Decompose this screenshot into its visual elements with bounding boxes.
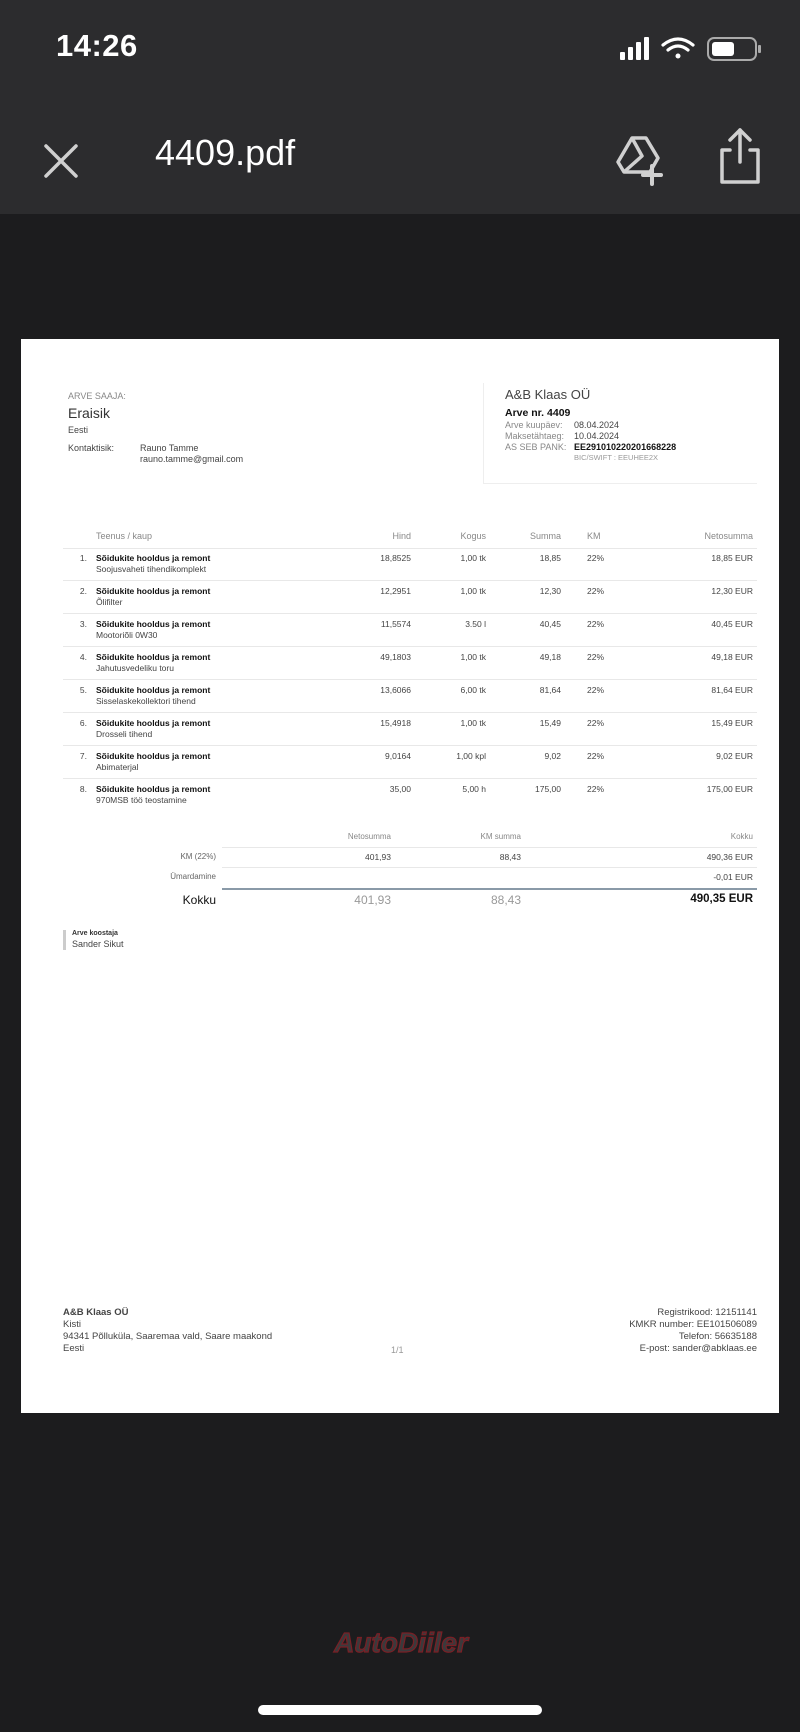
item-number: 6. (79, 718, 87, 728)
col-header-net: Netosumma (704, 531, 753, 541)
item-sum: 49,18 (539, 652, 561, 662)
footer-phone: Telefon: 56635188 (678, 1331, 757, 1342)
document-title: 4409.pdf (155, 132, 296, 173)
item-net: 81,64 EUR (711, 685, 753, 695)
item-price: 15,4918 (380, 718, 411, 728)
footer-vat-number: KMKR number: EE101506089 (629, 1319, 757, 1330)
col-header-qty: Kogus (460, 531, 486, 541)
item-price: 18,8525 (380, 553, 411, 563)
vat-row-total: 490,36 EUR (706, 852, 753, 862)
home-indicator[interactable] (258, 1705, 542, 1715)
grand-total-vat: 88,43 (490, 893, 521, 907)
author-marker (63, 930, 66, 950)
recipient-name: Eraisik (68, 405, 111, 421)
item-number: 4. (79, 652, 87, 662)
item-quantity: 1,00 kpl (456, 751, 486, 761)
item-quantity: 5,00 h (462, 784, 486, 794)
item-vat: 22% (587, 685, 605, 695)
col-header-price: Hind (392, 531, 411, 541)
item-title: Sõidukite hooldus ja remont (96, 751, 211, 761)
divider (63, 613, 757, 614)
autodiiler-logo (320, 1625, 482, 1661)
item-price: 35,00 (389, 784, 411, 794)
rounding-value: -0,01 EUR (713, 872, 753, 882)
item-price: 9,0164 (385, 751, 411, 761)
item-description: Drosseli tihend (96, 729, 153, 739)
item-net: 15,49 EUR (711, 718, 753, 728)
recipient-country: Eesti (68, 425, 89, 435)
item-sum: 12,30 (539, 586, 561, 596)
due-label: Maksetähtaeg: (505, 431, 565, 441)
item-quantity: 3.50 l (465, 619, 486, 629)
item-title: Sõidukite hooldus ja remont (96, 553, 211, 563)
contact-name: Rauno Tamme (140, 443, 199, 453)
item-net: 12,30 EUR (711, 586, 753, 596)
recipient-label: ARVE SAAJA: (68, 391, 126, 401)
page-number: 1/1 (391, 1345, 404, 1355)
close-icon[interactable] (36, 136, 86, 186)
item-vat: 22% (587, 553, 605, 563)
item-vat: 22% (587, 751, 605, 761)
status-time: 14:26 (56, 28, 138, 63)
item-sum: 15,49 (539, 718, 561, 728)
footer-address-line-1: Kisti (63, 1319, 81, 1330)
item-number: 7. (79, 751, 87, 761)
footer-email: E-post: sander@abklaas.ee (639, 1343, 757, 1354)
item-quantity: 1,00 tk (460, 718, 486, 728)
item-description: Abimaterjal (96, 762, 139, 772)
divider (63, 745, 757, 746)
bank-account: EE291010220201668228 (574, 442, 677, 452)
share-icon[interactable] (714, 126, 766, 186)
invoice-number: Arve nr. 4409 (505, 407, 571, 419)
vat-row-net: 401,93 (365, 852, 391, 862)
item-vat: 22% (587, 784, 605, 794)
divider (483, 483, 757, 484)
author-name: Sander Sikut (72, 939, 124, 949)
item-sum: 175,00 (535, 784, 561, 794)
contact-label: Kontaktisik: (68, 443, 115, 453)
pdf-toolbar (0, 96, 800, 214)
footer-address-line-2: 94341 Põlluküla, Saaremaa vald, Saare maakond (63, 1331, 273, 1342)
col-header-sum: Summa (529, 531, 561, 541)
grand-total-net: 401,93 (354, 893, 391, 907)
status-icons (620, 36, 770, 62)
item-vat: 22% (587, 652, 605, 662)
item-title: Sõidukite hooldus ja remont (96, 586, 211, 596)
date-label: Arve kuupäev: (505, 420, 563, 430)
bank-label: AS SEB PANK: (505, 442, 567, 452)
item-title: Sõidukite hooldus ja remont (96, 652, 211, 662)
add-to-drive-icon[interactable] (612, 130, 668, 186)
col-header-vat: KM (587, 531, 601, 541)
item-sum: 81,64 (539, 685, 561, 695)
wifi-icon (663, 39, 693, 59)
item-title: Sõidukite hooldus ja remont (96, 619, 211, 629)
item-title: Sõidukite hooldus ja remont (96, 685, 211, 695)
item-net: 49,18 EUR (711, 652, 753, 662)
company-name: A&B Klaas OÜ (505, 387, 591, 402)
item-sum: 9,02 (544, 751, 561, 761)
item-title: Sõidukite hooldus ja remont (96, 718, 211, 728)
item-price: 11,5574 (380, 619, 411, 629)
footer-registry-code: Registrikood: 12151141 (657, 1307, 757, 1318)
totals-header-net: Netosumma (347, 832, 391, 841)
item-number: 8. (79, 784, 87, 794)
grand-total-value: 490,35 EUR (690, 893, 753, 905)
item-description: Õlifilter (96, 597, 123, 607)
vat-row-label: KM (22%) (180, 852, 216, 861)
item-title: Sõidukite hooldus ja remont (96, 784, 211, 794)
item-sum: 40,45 (539, 619, 561, 629)
item-description: Mootoriõli 0W30 (96, 630, 158, 640)
item-number: 1. (79, 553, 87, 563)
divider (63, 778, 757, 779)
item-net: 40,45 EUR (711, 619, 753, 629)
vat-row-sum: 88,43 (499, 852, 521, 862)
item-description: Sisselaskekollektori tihend (96, 696, 196, 706)
item-number: 2. (79, 586, 87, 596)
battery-icon (708, 38, 761, 60)
divider (63, 679, 757, 680)
divider (222, 847, 757, 848)
item-description: 970MSB töö teostamine (96, 795, 187, 805)
divider (483, 383, 484, 483)
col-header-service: Teenus / kaup (96, 531, 153, 541)
item-net: 9,02 EUR (716, 751, 753, 761)
item-quantity: 1,00 tk (460, 652, 486, 662)
divider (63, 580, 757, 581)
item-description: Soojusvaheti tihendikomplekt (96, 564, 207, 574)
item-price: 49,1803 (380, 652, 411, 662)
contact-email: rauno.tamme@gmail.com (140, 454, 244, 464)
due-value: 10.04.2024 (574, 431, 620, 441)
divider (222, 867, 757, 868)
item-net: 175,00 EUR (706, 784, 753, 794)
item-description: Jahutusvedeliku toru (96, 663, 174, 673)
divider (63, 646, 757, 647)
pdf-page (21, 339, 779, 1413)
status-bar (0, 0, 800, 96)
footer-address-line-3: Eesti (63, 1343, 85, 1354)
item-vat: 22% (587, 586, 605, 596)
item-sum: 18,85 (539, 553, 561, 563)
divider (222, 888, 757, 890)
totals-header-vat: KM summa (480, 832, 521, 841)
item-quantity: 1,00 tk (460, 586, 486, 596)
author-label: Arve koostaja (72, 930, 118, 937)
item-number: 3. (79, 619, 87, 629)
rounding-label: Ümardamine (170, 872, 216, 881)
svg-text:AutoDiiler: AutoDiiler (334, 1627, 468, 1658)
signal-icon (620, 37, 649, 60)
item-price: 13,6066 (380, 685, 411, 695)
item-number: 5. (79, 685, 87, 695)
item-vat: 22% (587, 718, 605, 728)
grand-total-label: Kokku (182, 893, 216, 907)
footer-company: A&B Klaas OÜ (63, 1307, 129, 1318)
bic-code: BIC/SWIFT : EEUHEE2X (574, 453, 659, 462)
item-net: 18,85 EUR (711, 553, 753, 563)
totals-header-total: Kokku (730, 832, 753, 841)
item-price: 12,2951 (380, 586, 411, 596)
date-value: 08.04.2024 (574, 420, 620, 430)
item-quantity: 6,00 tk (460, 685, 486, 695)
divider (63, 712, 757, 713)
item-vat: 22% (587, 619, 605, 629)
item-quantity: 1,00 tk (460, 553, 486, 563)
divider (63, 548, 757, 549)
